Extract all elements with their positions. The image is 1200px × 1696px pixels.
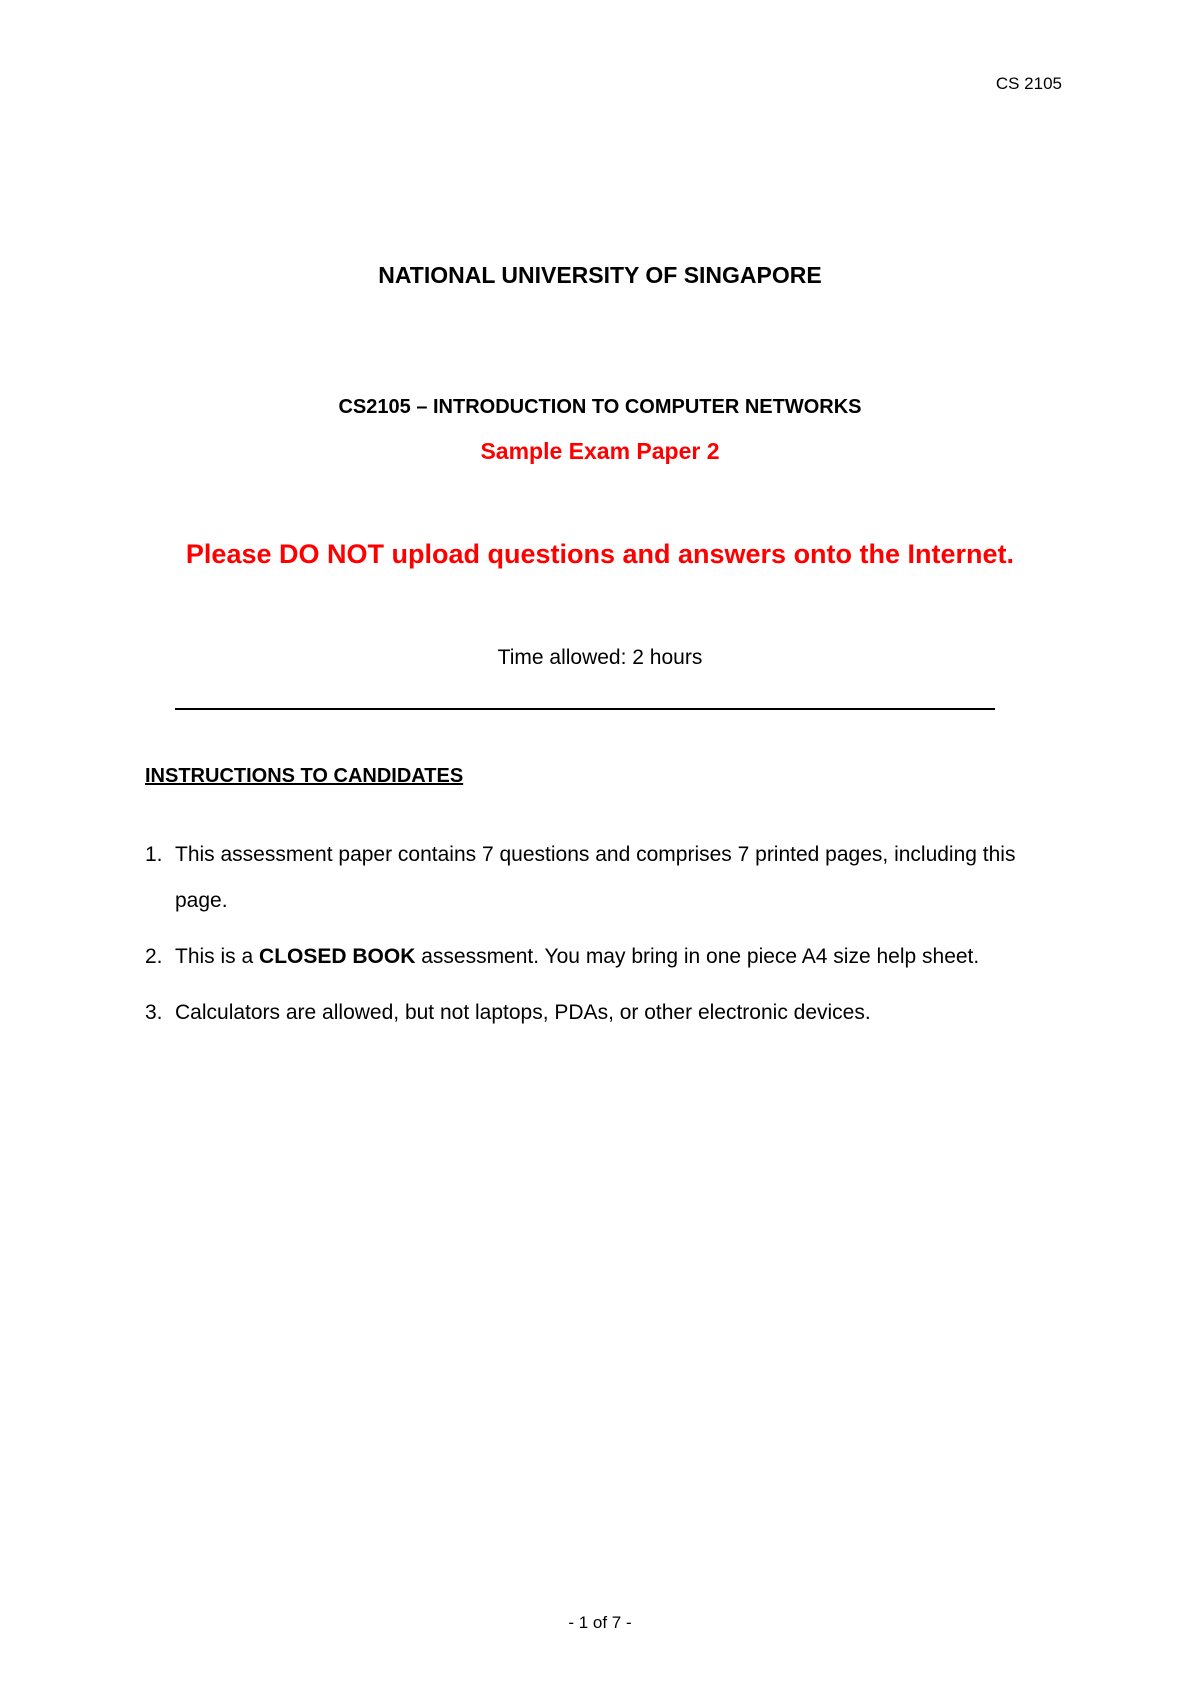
header-course-code: CS 2105: [995, 74, 1062, 93]
instruction-text-end: assessment. You may bring in one piece A4 size help sheet.: [415, 945, 980, 968]
upload-warning: Please DO NOT upload questions and answers onto the Internet.: [185, 539, 1015, 569]
instruction-text: This assessment paper contains 7 questions and comprises 7 printed pages, including this page.: [175, 843, 1016, 912]
page-number: - 1 of 7 -: [568, 1613, 632, 1632]
instruction-item-3: [145, 990, 1065, 1036]
instruction-text-start: This is a: [175, 945, 260, 968]
instruction-number: 1.: [145, 843, 163, 866]
closed-book-emphasis: CLOSED BOOK: [259, 945, 416, 968]
time-allowed: Time allowed: 2 hours: [497, 646, 703, 669]
instructions-list: [145, 832, 1065, 1046]
instruction-item-2: [145, 934, 1065, 980]
instruction-item-1: [145, 832, 1065, 924]
university-name: NATIONAL UNIVERSITY OF SINGAPORE: [378, 262, 822, 288]
instruction-number: 2.: [145, 945, 163, 968]
instructions-heading: INSTRUCTIONS TO CANDIDATES: [145, 765, 464, 787]
divider-line: [175, 708, 995, 710]
paper-label: Sample Exam Paper 2: [480, 438, 720, 464]
instruction-text: Calculators are allowed, but not laptops, PDAs, or other electronic devices.: [175, 1001, 871, 1024]
course-title: CS2105 – INTRODUCTION TO COMPUTER NETWORKS: [338, 396, 862, 418]
instruction-number: 3.: [145, 1001, 163, 1024]
